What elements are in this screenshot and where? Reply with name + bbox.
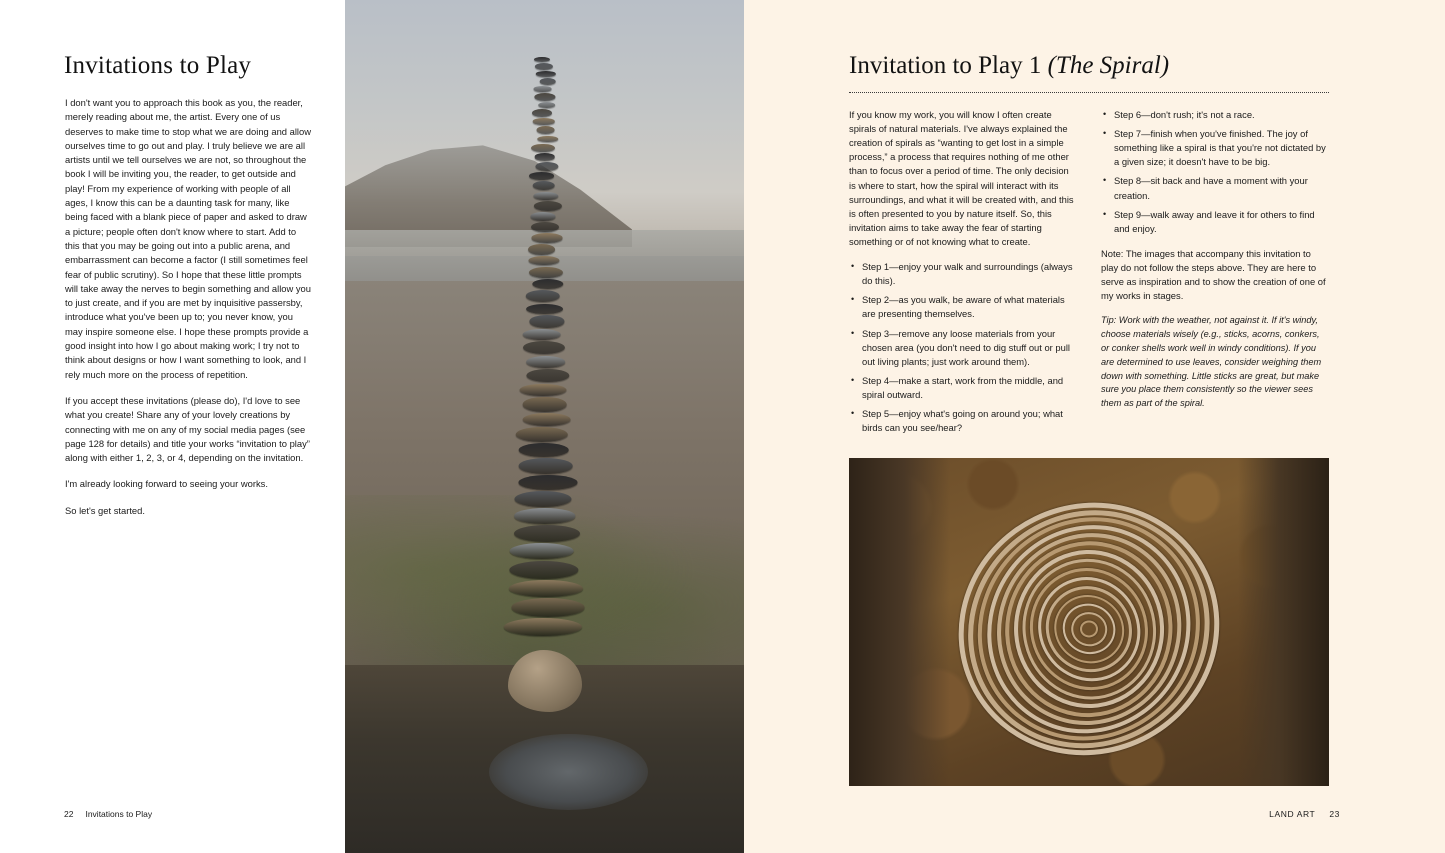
list-item: • Step 8—sit back and have a moment with your creation.	[1114, 174, 1329, 202]
steps-list-part-two	[1101, 108, 1329, 236]
photo-tree-trunk-right	[1238, 458, 1329, 786]
title-main: Invitation to Play 1	[849, 52, 1042, 79]
dotted-rule	[849, 92, 1329, 93]
page-title	[849, 52, 1169, 80]
right-folio	[1269, 809, 1340, 819]
running-head: LAND ART	[1269, 809, 1316, 819]
photo-puddle	[489, 734, 649, 811]
page-number: 22	[64, 809, 74, 819]
two-column-body	[849, 108, 1329, 446]
cairn-stone	[518, 475, 577, 490]
cairn-stone	[514, 525, 580, 542]
cairn-stone	[518, 443, 569, 457]
column-right	[1101, 108, 1329, 446]
cairn-stone	[535, 162, 558, 171]
cairn-stone	[538, 102, 556, 108]
cairn-stone	[528, 244, 556, 255]
cairn-stone	[509, 561, 578, 579]
photo-tree-trunk-left	[849, 458, 950, 786]
cairn-stone	[531, 144, 555, 153]
cairn-stone	[531, 222, 559, 232]
cairn-stone	[530, 212, 555, 221]
paragraph: If you accept these invitations (please do), I'd love to see what you create! Share any of your lovely creations by connecting with me on any of my social media pages (see page 128 for details) and title your works “invitation to play” along with either 1, 2, 3, or 4, depending on the invitation.	[65, 394, 310, 464]
list-item: • Step 6—don't rush; it's not a race.	[1114, 108, 1329, 122]
cairn-stone	[537, 136, 559, 143]
cairn-stone	[535, 71, 555, 77]
spiral-ring	[916, 459, 1262, 786]
page-title: Invitations to Play	[64, 52, 252, 79]
cairn-stone	[508, 580, 582, 597]
cairn-stone	[528, 256, 559, 266]
cairn-stone	[509, 543, 574, 559]
stone-cairn	[500, 51, 590, 699]
left-body-text	[65, 96, 311, 518]
cairn-stone	[532, 279, 563, 289]
page-number: 23	[1329, 809, 1340, 819]
cairn-stone	[532, 109, 552, 117]
running-head: Invitations to Play	[85, 809, 153, 819]
cairn-stone	[536, 126, 555, 134]
cairn-stone	[514, 491, 571, 507]
cairn-stone	[518, 458, 573, 474]
list-item: • Step 5—enjoy what's going on around you; what birds can you see/hear?	[862, 407, 1077, 435]
right-page	[744, 0, 1445, 853]
cairn-stone	[522, 341, 564, 354]
cairn-stone	[529, 172, 555, 180]
cairn-stone	[534, 63, 552, 70]
list-item: • Step 3—remove any loose materials from your chosen area (you don't need to dig stuff out or pull out living plants; just work around them).	[862, 327, 1077, 369]
paragraph: So let's get started.	[65, 504, 145, 516]
column-left	[849, 108, 1077, 446]
cairn-stone	[526, 356, 566, 368]
cairn-stone	[526, 369, 569, 383]
tip-paragraph: Tip: Work with the weather, not against it. If it's windy, choose materials wisely (e.g., sticks, acorns, conkers, or conker shells work well in windy conditions). If you are determined to use leaves, consider weighing them down with something. Little sticks are great, but make sure you place them consistently so the viewer sees them as part of the spiral.	[1101, 315, 1322, 409]
list-item: • Step 7—finish when you've finished. The joy of something like a spiral is that you're not dictated by a given size; it doesn't have to be big.	[1114, 127, 1329, 169]
cairn-stone	[534, 93, 555, 101]
cairn-stone	[533, 86, 552, 92]
cairn-stone	[532, 181, 555, 190]
cairn-stone	[533, 192, 558, 200]
list-item: • Step 2—as you walk, be aware of what materials are presenting themselves.	[862, 293, 1077, 321]
cairn-stone	[522, 413, 571, 426]
cairn-stone	[519, 384, 566, 397]
cairn-stone	[533, 57, 549, 62]
cairn-base-stone	[508, 650, 582, 712]
cairn-stone	[522, 397, 567, 411]
steps-list-part-one	[849, 260, 1077, 435]
cairn-stone	[515, 427, 568, 442]
cairn-stone	[529, 315, 564, 327]
note-paragraph: Note: The images that accompany this invitation to play do not follow the steps above. They are here to serve as inspiration and to show the creation of one of my works in stages.	[1101, 247, 1326, 302]
cairn-stone	[528, 267, 562, 278]
paragraph: I don't want you to approach this book as you, the reader, merely reading about me, the artist. Every one of us deserves to make time to stop what we are doing and allow ourselves time to go out and play. I truly believe we are all artists until we tell ourselves we are not, so throughout the book I will be inviting you, the reader, to get outside and play! From my experience of working with people of all ages, I know this can be a daunting task for many, like being faced with a blank piece of paper and asked to draw a picture; people often don't know where to start. Add to this that you may be going out into a public arena, and embarrassment can become a factor (I still sometimes feel fear of public scrutiny). So I hope that these little prompts will take away the nerves to begin something and allow you to just create, and if you are met by inquisitive passersby, introduce what you've been up to; you never know, you may inspire someone else. I hope these prompts provide a good insight into how I go about making work; I try not to think about designs or how I want something to look, and I rely much more on the process of repetition.	[65, 97, 311, 380]
list-item: • Step 1—enjoy your walk and surroundings (always do this).	[862, 260, 1077, 288]
stick-spiral	[955, 500, 1223, 758]
cairn-stone	[525, 290, 560, 302]
title-italic: (The Spiral)	[1047, 52, 1170, 79]
cairn-stone	[511, 598, 584, 617]
cairn-photograph	[345, 0, 744, 853]
cairn-stone	[514, 508, 576, 523]
cairn-stone	[531, 233, 562, 242]
cairn-stone	[522, 329, 561, 340]
left-folio	[64, 809, 152, 819]
cairn-stone	[503, 618, 581, 636]
intro-paragraph: If you know my work, you will know I often create spirals of natural materials. I've always explained the creation of spirals as “wanting to get lost in a simple process,” a process that requires nothing of me other than to focus over a period of time. The only decision is where to start, how the spiral will interact with its surroundings, and what it will be created with, and this is often presented to you by nature itself. So, this invitation aims to take away the fear of starting something or of not knowing what to create.	[849, 109, 1074, 247]
spiral-photograph	[849, 458, 1329, 786]
cairn-stone	[534, 153, 555, 160]
cairn-stone	[532, 118, 555, 125]
left-page	[0, 0, 345, 853]
cairn-stone	[533, 201, 561, 211]
list-item: • Step 9—walk away and leave it for others to find and enjoy.	[1114, 208, 1329, 236]
cairn-stone	[539, 78, 556, 85]
cairn-stone	[526, 304, 564, 315]
list-item: • Step 4—make a start, work from the middle, and spiral outward.	[862, 374, 1077, 402]
paragraph: I'm already looking forward to seeing your works.	[65, 478, 268, 490]
